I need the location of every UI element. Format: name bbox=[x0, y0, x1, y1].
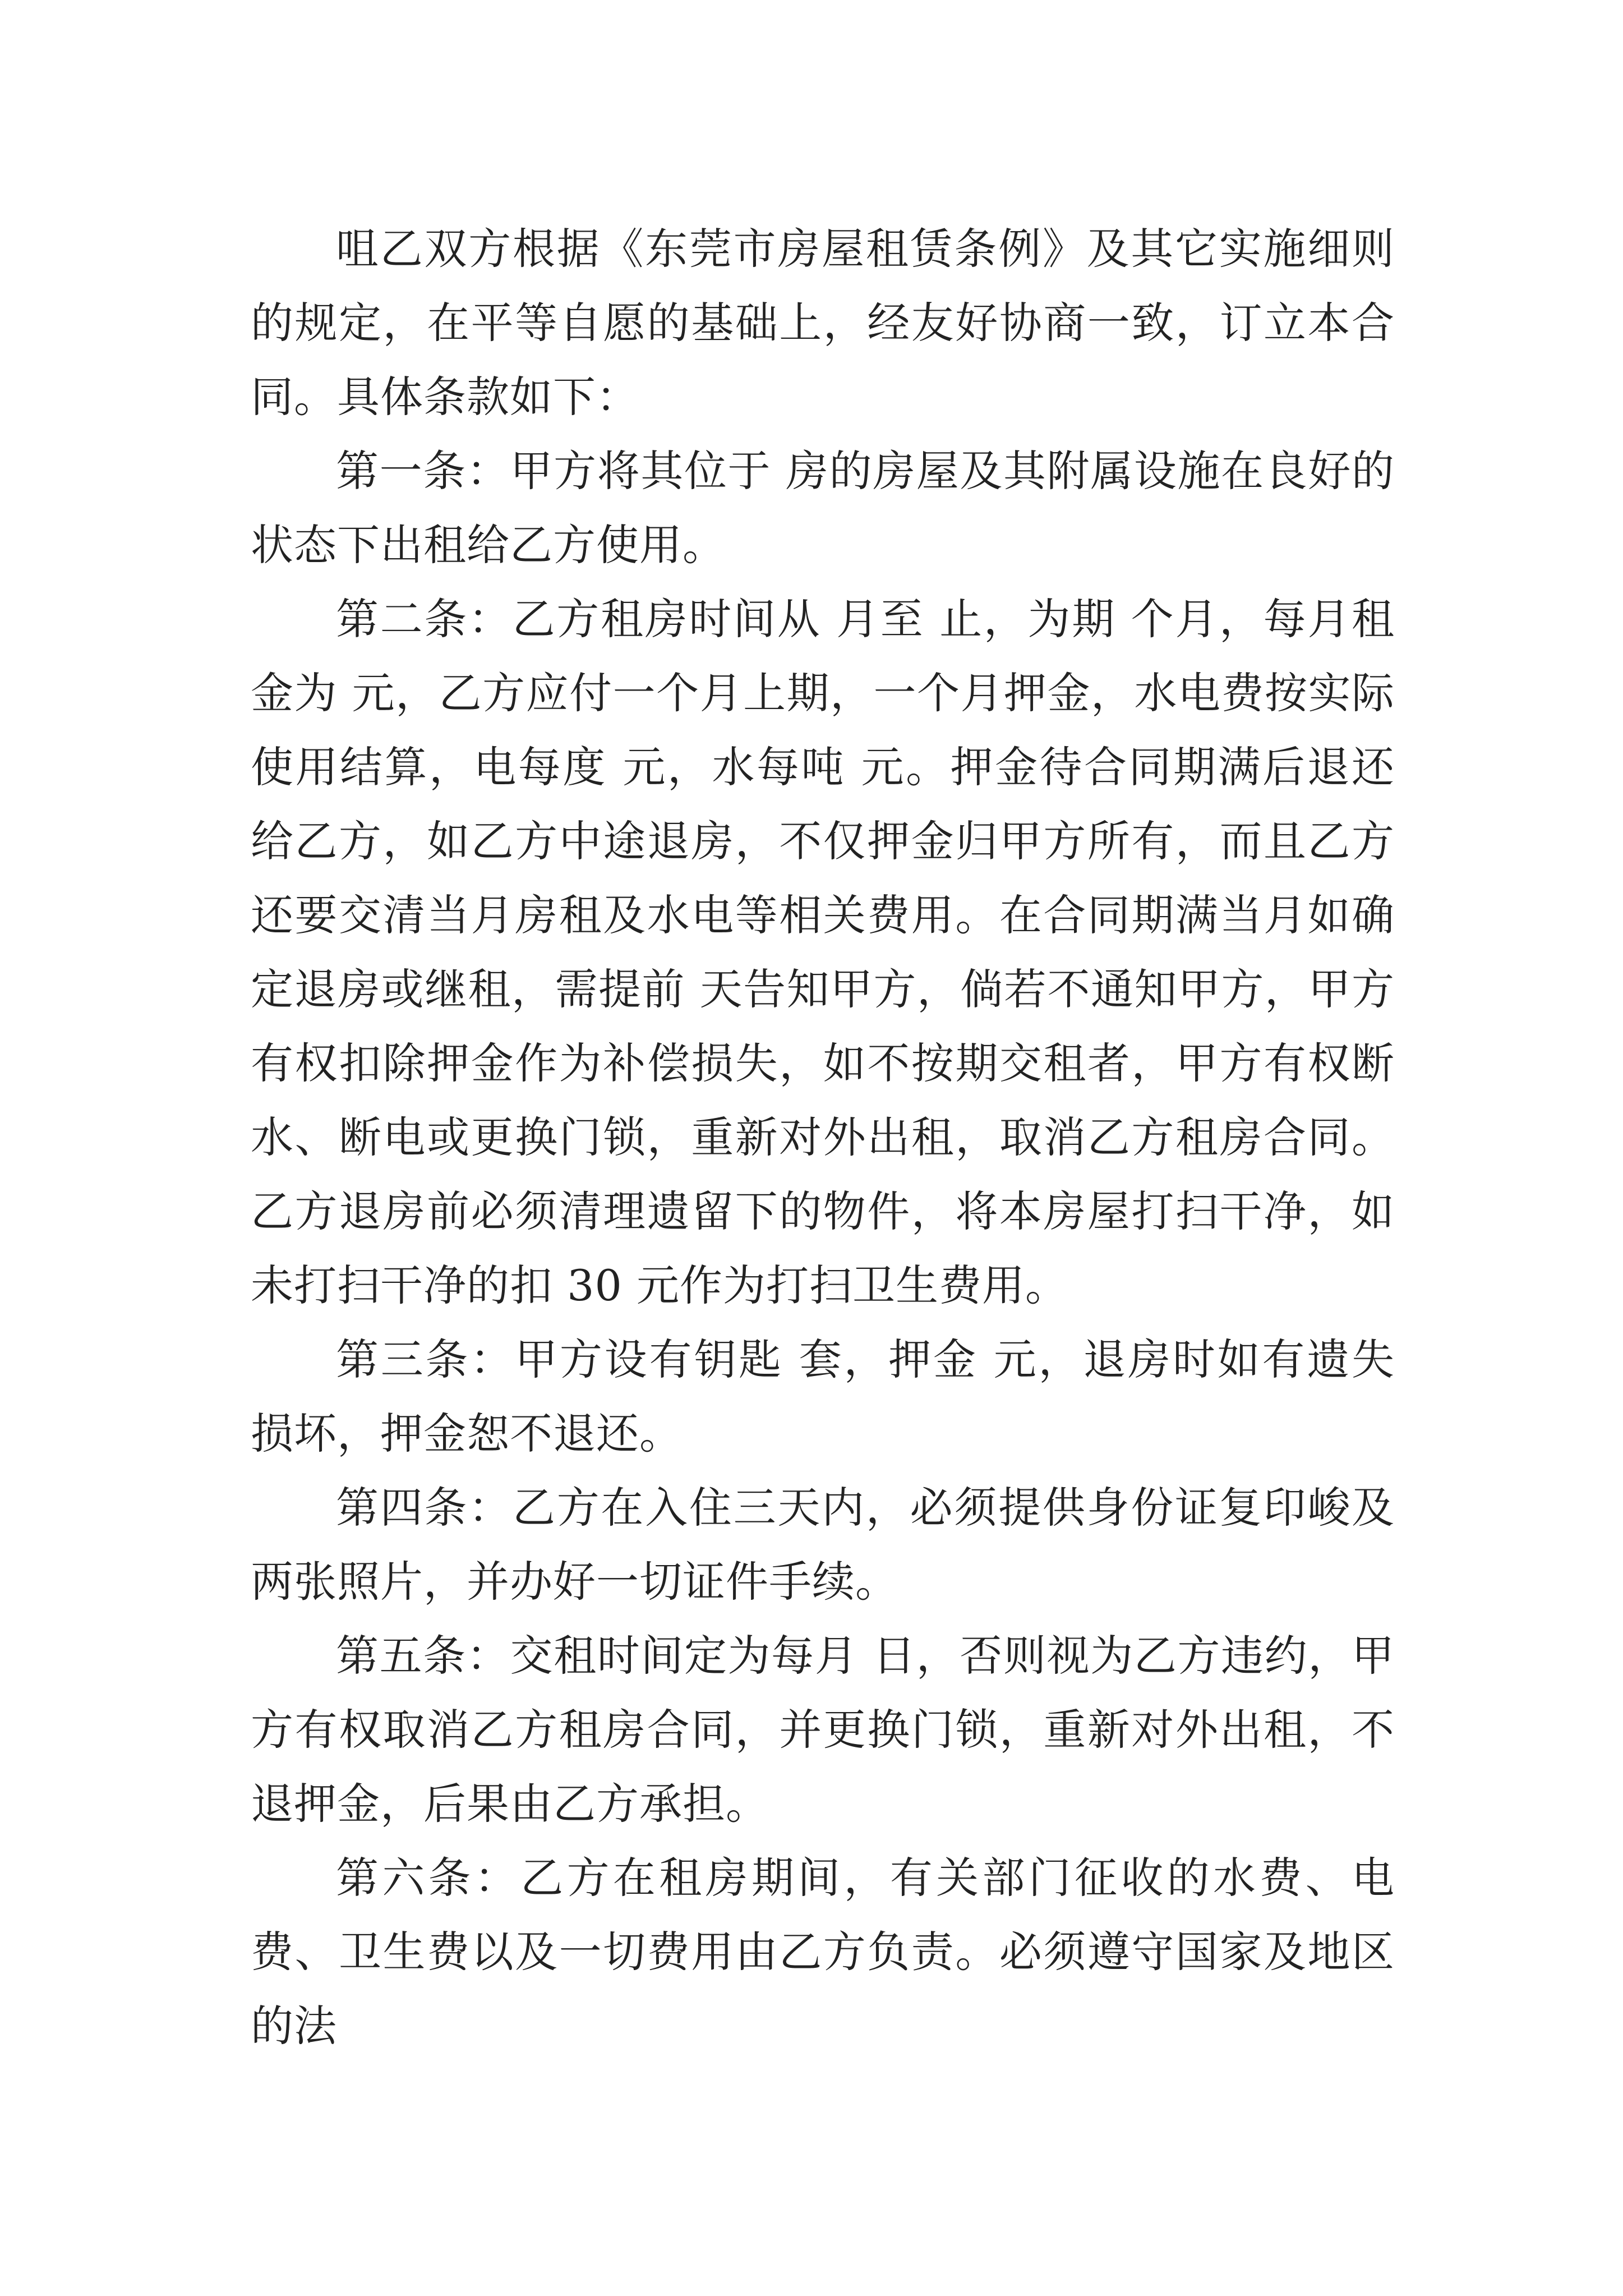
paragraph-preamble: 咀乙双方根据《东莞市房屋租赁条例》及其它实施细则的规定，在平等自愿的基础上，经友好协商一致，订立本合同。具体条款如下： bbox=[251, 224, 1395, 422]
paragraph-article-2: 第二条：乙方租房时间从 月至 止，为期 个月，每月租金为 元，乙方应付一个月上期，一个月押金，水电费按实际使用结算，电每度 元，水每吨 元。押金待合同期满后退还给乙方，如乙方中途退房，不仅押金归甲方所有，而且乙方还要交清当月房租及水电等相关费用。在合同期满当月如确定退房或继租，需提前 天告知甲方，倘若不通知甲方，甲方有权扣除押金作为补偿损失，如不按期交租者，甲方有权断水、断电或更换门锁，重新对外出租，取消乙方租房合同。乙方退房前必须清理遗留下的物件，将本房屋打扫干净，如未打扫干净的扣 30 元作为打扫卫生费用。 bbox=[251, 594, 1395, 1310]
paragraph-article-6: 第六条：乙方在租房期间，有关部门征收的水费、电费、卫生费以及一切费用由乙方负责。必须遵守国家及地区的法 bbox=[251, 1853, 1395, 2051]
paragraph-article-4: 第四条：乙方在入住三天内，必须提供身份证复印峻及两张照片，并办好一切证件手续。 bbox=[251, 1483, 1395, 1607]
paragraph-article-1: 第一条：甲方将其位于 房的房屋及其附属设施在良好的状态下出租给乙方使用。 bbox=[251, 446, 1395, 570]
paragraph-article-3: 第三条：甲方设有钥匙 套，押金 元，退房时如有遗失损坏，押金恕不退还。 bbox=[251, 1335, 1395, 1458]
contract-body bbox=[251, 212, 1395, 2063]
paragraph-article-5: 第五条：交租时间定为每月 日，否则视为乙方违约，甲方有权取消乙方租房合同，并更换门锁，重新对外出租，不退押金，后果由乙方承担。 bbox=[251, 1631, 1395, 1829]
